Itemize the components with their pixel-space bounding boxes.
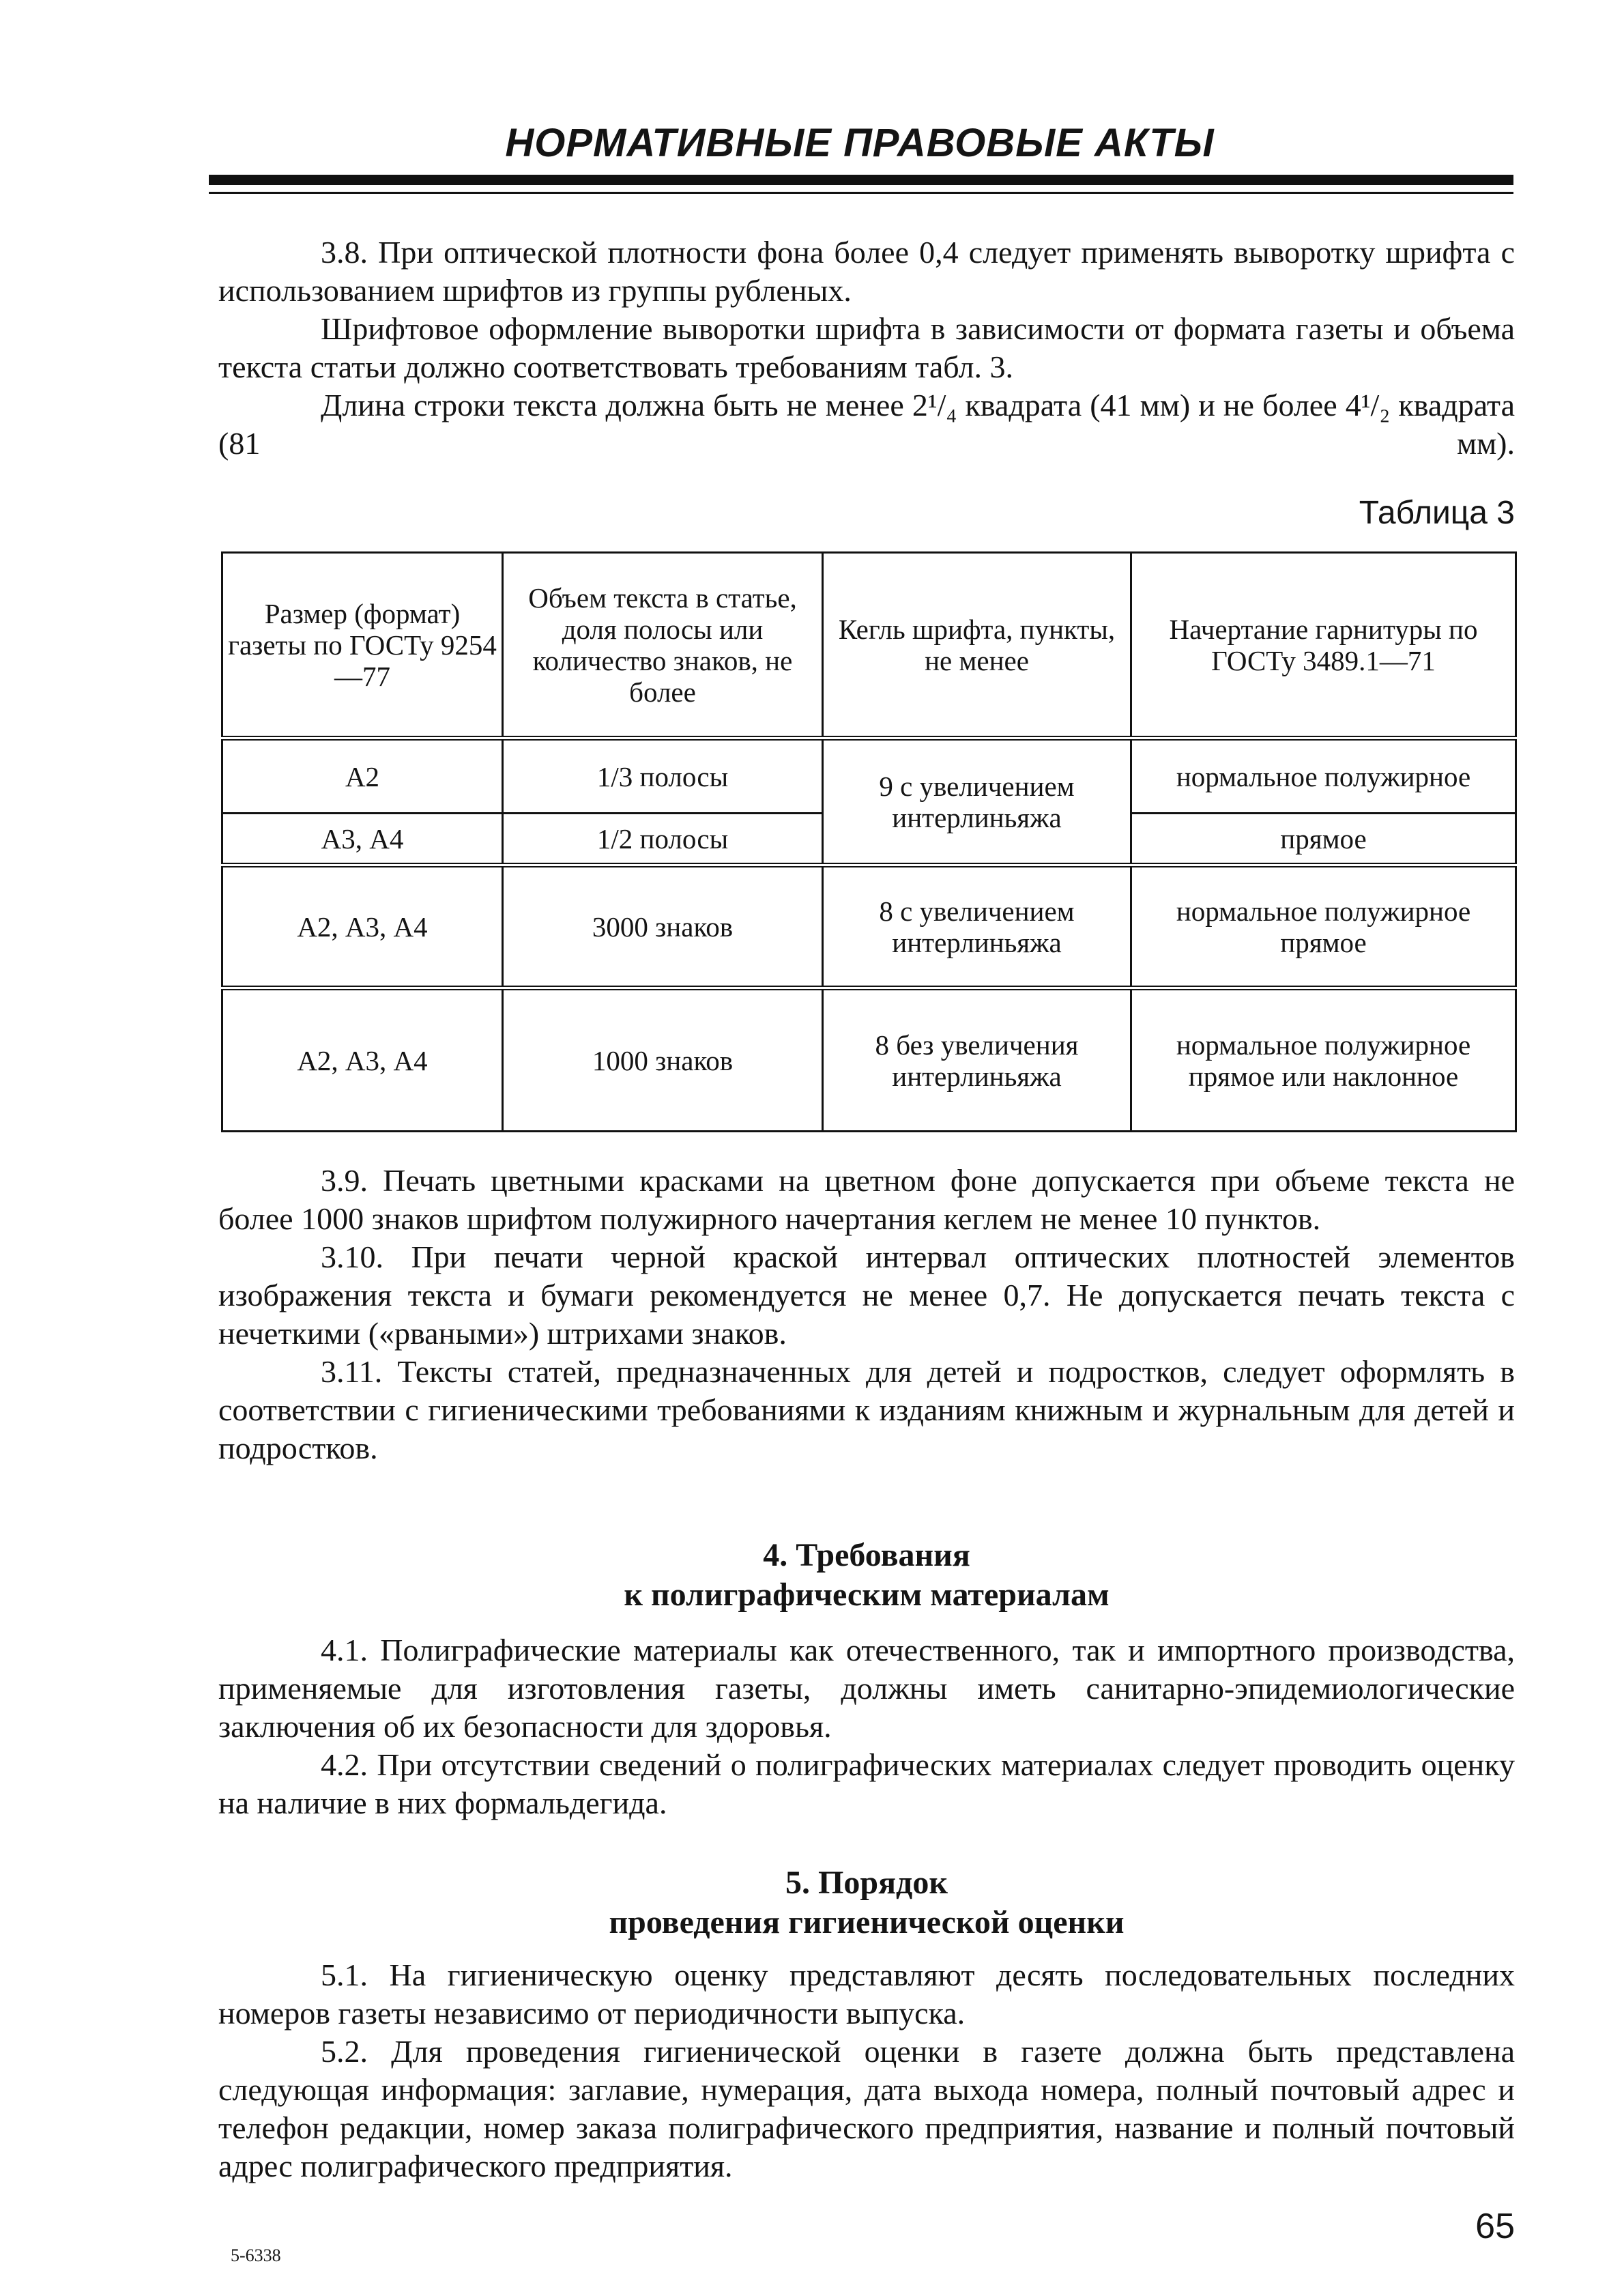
cell-size: 8 с увеличением интерлиньяжа [823, 865, 1131, 988]
paragraph-3-10: 3.10. При печати черной краской интервал оптических плотностей элементов изображения текста и бумаги рекомендуется не менее 0,7. Не допускается печать текста с нечеткими («рваными») штрихами знаков. [218, 1239, 1515, 1351]
running-header: НОРМАТИВНЫЕ ПРАВОВЫЕ АКТЫ [505, 121, 1215, 165]
paragraph-5-1: 5.1. На гигиеническую оценку представляют десять последовательных последних номеров газеты независимо от периодичности выпуска. [218, 1957, 1515, 2030]
cell-style: нормальное полужирное [1131, 738, 1516, 814]
section-4-heading-line1: 4. Требования [763, 1537, 970, 1573]
table-row [222, 988, 1516, 1132]
cell-volume: 1/3 полосы [503, 738, 823, 814]
cell-style: нормальное полужирное прямое или наклонное [1131, 988, 1516, 1132]
paragraph-3-8: 3.8. При оптической плотности фона более 0,4 следует применять выворотку шрифта с использованием шрифтов из группы рубленых. [218, 235, 1515, 308]
section-4-body [218, 1631, 1515, 1822]
paragraph-line-length: Длина строки текста должна быть не менее 2¹/₄ квадрата (41 мм) и не более 4¹/₂ квадрата (81 мм). [218, 388, 1515, 461]
cell-volume: 1000 знаков [503, 988, 823, 1132]
cell-size: 8 без увеличения интерлиньяжа [823, 988, 1131, 1132]
paragraph-font-design: Шрифтовое оформление выворотки шрифта в зависимости от формата газеты и объема текста статьи должно соответствовать требованиям табл. 3. [218, 311, 1515, 384]
table-row [222, 865, 1516, 988]
printer-signature: 5-6338 [231, 2245, 281, 2265]
table-3 [221, 551, 1517, 1132]
paragraph-5-2: 5.2. Для проведения гигиенической оценки в газете должна быть представлена следующая информация: заглавие, нумерация, дата выхода номера, полный почтовый адрес и телефон редакции, номер заказа полиграфического предприятия, название и полный почтовый адрес полиграфического предприятия. [218, 2034, 1515, 2183]
header-cell-style: Начертание гарнитуры по ГОСТу 3489.1—71 [1131, 553, 1516, 738]
header-cell-volume: Объем текста в статье, доля полосы или количество знаков, не более [503, 553, 823, 738]
page-number: 65 [1475, 2207, 1515, 2246]
paragraph-4-1: 4.1. Полиграфические материалы как отечественного, так и импортного производства, применяемые для изготовления газеты, должны иметь санитарно-эпидемиологические заключения об их безопасности для здоровья. [218, 1633, 1515, 1744]
cell-volume: 3000 знаков [503, 865, 823, 988]
cell-format: А2, А3, А4 [222, 865, 503, 988]
header-cell-format: Размер (формат) газеты по ГОСТу 9254—77 [222, 553, 503, 738]
paragraph-3-9: 3.9. Печать цветными красками на цветном фоне допускается при объеме текста не более 1000 знаков шрифтом полужирного начертания кеглем не менее 10 пунктов. [218, 1163, 1515, 1236]
header-cell-size: Кегль шрифта, пункты, не менее [823, 553, 1131, 738]
paragraph-4-2: 4.2. При отсутствии сведений о полиграфических материалах следует проводить оценку на наличие в них формальдегида. [218, 1747, 1515, 1820]
section-5-body [218, 1956, 1515, 2185]
cell-format: А2 [222, 738, 503, 814]
section-4-heading [218, 1536, 1515, 1615]
cell-style: прямое [1131, 814, 1516, 865]
section-3-intro [218, 233, 1515, 463]
cell-format: А2, А3, А4 [222, 988, 503, 1132]
paragraph-3-11: 3.11. Тексты статей, предназначенных для детей и подростков, следует оформлять в соответствии с гигиеническими требованиями к изданиям книжным и журнальным для детей и подростков. [218, 1354, 1515, 1465]
header-rule-thin [209, 192, 1513, 194]
table-row [222, 738, 1516, 814]
section-5-heading-line1: 5. Порядок [785, 1865, 948, 1901]
table-header-row [222, 553, 1516, 738]
section-3-continued [218, 1162, 1515, 1467]
section-5-heading-line2: проведения гигиенической оценки [609, 1904, 1125, 1940]
cell-volume: 1/2 полосы [503, 814, 823, 865]
header-rule-thick [209, 175, 1513, 185]
cell-format: А3, А4 [222, 814, 503, 865]
section-4-heading-line2: к полиграфическим материалам [624, 1577, 1110, 1613]
cell-size: 9 с увеличением интерлиньяжа [823, 738, 1131, 865]
section-5-heading [218, 1863, 1515, 1942]
table-caption: Таблица 3 [1359, 495, 1515, 531]
cell-style: нормальное полужирное прямое [1131, 865, 1516, 988]
